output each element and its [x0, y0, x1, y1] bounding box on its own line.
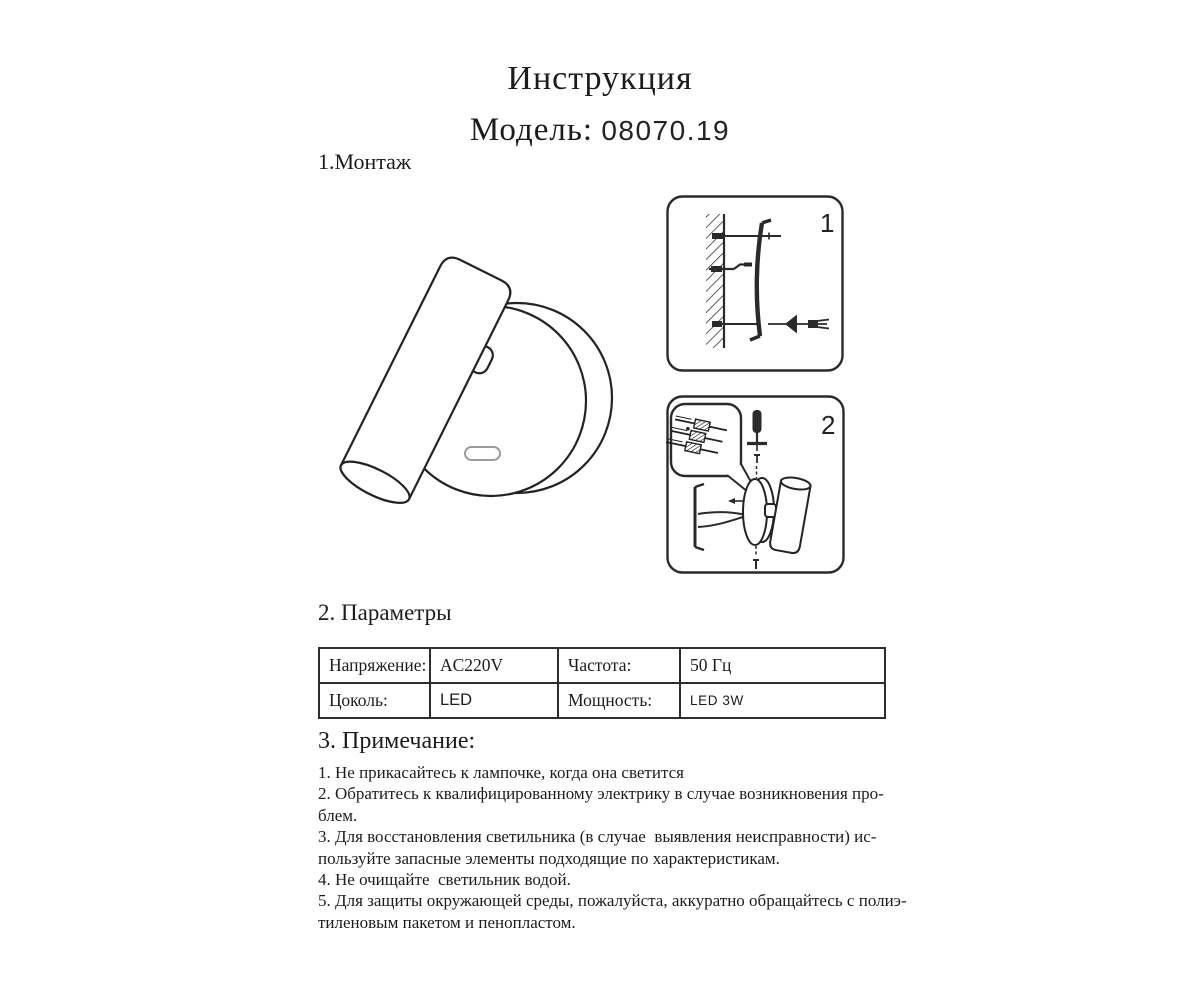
section-notes-heading: 3. Примечание: — [318, 728, 476, 754]
param-label-voltage: Напряжение: — [319, 648, 430, 683]
page-title: Инструкция — [507, 60, 693, 97]
param-label-power: Мощность: — [558, 683, 680, 718]
lamp-base-label-slot — [465, 447, 500, 460]
note-line: 1. Не прикасайтесь к лампочке, когда она светится — [318, 763, 684, 782]
param-value-voltage: AC220V — [430, 648, 558, 683]
note-line: 3. Для восстановления светильника (в случае выявления неисправности) ис- — [318, 827, 877, 847]
note-line: 4. Не очищайте светильник водой. — [318, 870, 571, 890]
param-value-frequency: 50 Гц — [680, 648, 885, 683]
param-value-socket: LED — [430, 683, 558, 718]
mounting-step-2-diagram — [665, 394, 846, 575]
param-label-socket: Цоколь: — [319, 683, 430, 718]
section-montage-heading: 1.Монтаж — [318, 149, 412, 174]
table-row — [319, 683, 885, 718]
param-label-frequency: Частота: — [558, 648, 680, 683]
model-label: Модель: — [469, 112, 594, 148]
note-line: 2. Обратитесь к квалифицированному электрику в случае возникновения про- — [318, 784, 884, 804]
model-value: 08070.19 — [601, 115, 731, 146]
note-line: тиленовым пакетом и пенопластом. — [318, 912, 576, 932]
parameters-table — [318, 647, 886, 719]
step-2-label: 2 — [821, 410, 836, 440]
table-row — [319, 648, 885, 683]
notes-list — [318, 762, 907, 933]
model-line — [0, 112, 1200, 149]
param-value-power: LED 3W — [680, 683, 885, 718]
section-parameters-heading: 2. Параметры — [318, 600, 452, 625]
mounting-step-1-diagram — [665, 194, 845, 373]
wall-lamp-illustration — [323, 250, 615, 522]
note-line: блем. — [318, 805, 358, 825]
note-line: 5. Для защиты окружающей среды, пожалуйста, аккуратно обращайтесь с полиэ- — [318, 891, 907, 911]
step-1-label: 1 — [820, 208, 835, 238]
note-line: пользуйте запасные элементы подходящие по характеристикам. — [318, 848, 780, 868]
